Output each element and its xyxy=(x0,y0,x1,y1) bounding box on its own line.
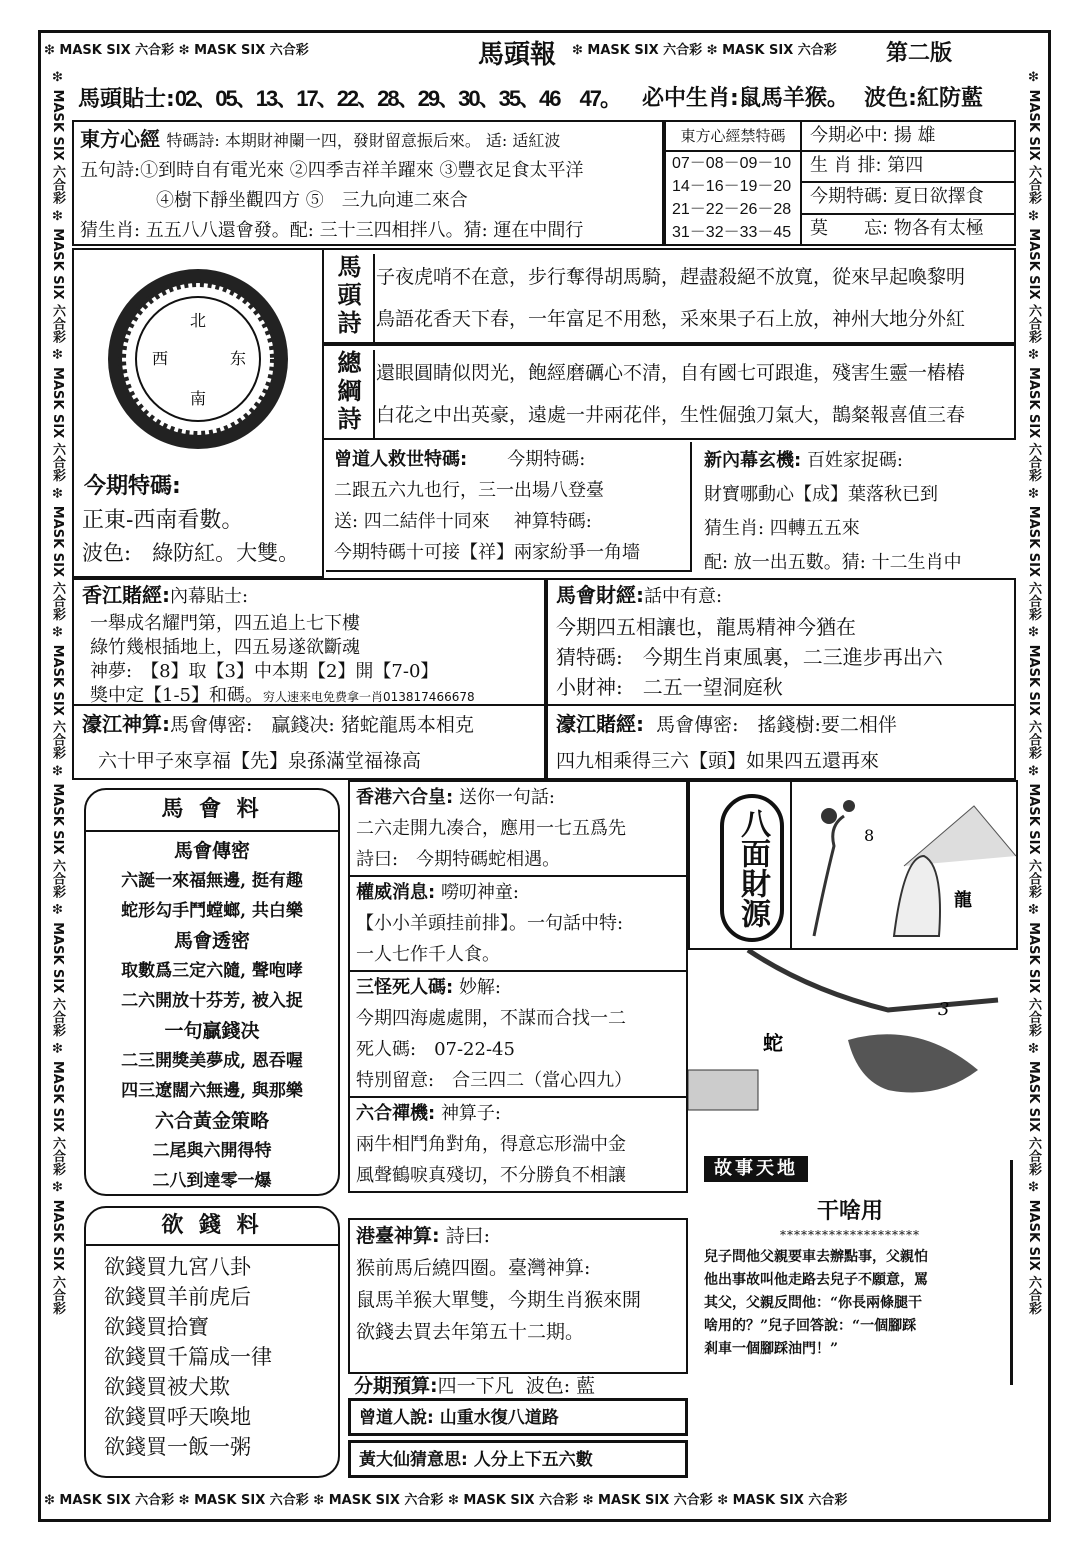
left-strip xyxy=(44,70,70,1480)
haojiang1-title: 濠江神算: xyxy=(82,712,170,736)
haojiang-dujing xyxy=(546,704,1016,780)
xiangjiang-title: 香江賭經: xyxy=(82,583,170,607)
story-line: 兒子問他父親要車去辦點事，父親怕 xyxy=(704,1249,928,1265)
dragon-sketch-icon xyxy=(794,786,1016,948)
general-poem-line: 還眼圓睛似閃光，飽經磨礪心不清，自有國七可跟進，殘害生靈一樁樁 xyxy=(376,362,966,384)
gangtai-line: 鼠馬羊猴大單雙，今期生肖猴來開 xyxy=(356,1289,642,1311)
strip-text: ❇ MASK SIX 六合彩 ❇ MASK SIX 六合彩 xyxy=(572,43,837,58)
mahui-heading: 馬會傳密 xyxy=(173,840,250,862)
side-info-label: 生 肖 排: xyxy=(810,154,882,176)
fenqi-row xyxy=(348,1374,688,1398)
gangtai-sub: 詩曰: xyxy=(445,1225,491,1247)
banned-row: 21－22－26－28 xyxy=(672,201,792,218)
strip-text: ❇ MASK SIX 六合彩 ❇ MASK SIX 六合彩 ❇ MASK SIX 六合彩 ❇ MASK SIX 六合彩 ❇ MASK SIX 六合彩 ❇ MASK SIX 六合彩 ❇ MASK SIX 六合彩 ❇ MASK SIX 六合彩 ❇ MASK SIX 六合彩 xyxy=(1026,70,1041,1315)
caijing-line: 今期四五相讓也，龍馬精神今猶在 xyxy=(556,615,856,639)
compass-east: 东 xyxy=(229,349,247,368)
mahui-title: 馬 會 料 xyxy=(86,790,338,832)
story-stars: ******************** xyxy=(780,1228,920,1242)
haojiang1-line: 六十甲子來享福【先】泉孫滿堂福祿高 xyxy=(98,750,422,772)
fenqi-value: 四一下凡 xyxy=(437,1375,514,1397)
special-line-2: 波色: 綠防紅。大雙。 xyxy=(82,541,300,565)
mahui-line: 四三遼闊六無邊, 與那樂 xyxy=(121,1081,303,1101)
mid-section-line: 二六走開九凑合，應用一七五爲先 xyxy=(356,818,626,839)
tips-row xyxy=(78,84,620,115)
dongfang-title: 東方心經 xyxy=(80,127,160,151)
fenqi-color: 藍 xyxy=(576,1375,596,1397)
story-line: 啥用的？”兒子回答說：“一個腳踩 xyxy=(704,1318,917,1334)
haojiang2-line: 四九相乘得三六【頭】如果四五還再來 xyxy=(556,750,880,772)
fenqi-label: 分期預算: xyxy=(354,1375,438,1397)
banned-row: 07－08－09－10 xyxy=(672,155,792,172)
story-body xyxy=(704,1246,1010,1361)
zodiac-label: 必中生肖: xyxy=(642,86,739,111)
bamian-title: 八面財源 xyxy=(720,794,784,942)
banned-title: 東方心經禁特碼 xyxy=(666,122,800,152)
neimu-line: 猜生肖: 四轉五五來 xyxy=(704,518,860,539)
neimu-line: 配: 放一出五數。猜: 十二生肖中 xyxy=(704,552,962,573)
yuqian-line: 欲錢買千篇成一律 xyxy=(104,1345,272,1369)
mid-section-header xyxy=(356,877,680,908)
neimu-line: 財寶哪動心【成】葉落秋已到 xyxy=(704,484,938,505)
side-info-row xyxy=(802,215,1016,247)
compass-north: 北 xyxy=(189,311,207,330)
zodiac-value: 鼠馬羊猴。 xyxy=(738,86,849,111)
gangtai-section xyxy=(348,1218,688,1374)
mid-section-title: 六合禪機: xyxy=(356,1103,436,1124)
edition-label: 第二版 xyxy=(880,36,958,67)
dragon-label: 龍 xyxy=(954,890,972,911)
story-divider xyxy=(1010,1160,1013,1385)
zodiac-row xyxy=(642,84,983,114)
dongfang-poem: 特碼詩: 本期財神闌一四，發財留意振后來。 适: 适紅波 xyxy=(166,131,561,150)
tips-label: 馬頭貼士: xyxy=(78,87,175,112)
yuqian-line: 欲錢買九宮八卦 xyxy=(104,1255,251,1279)
mahui-line: 二尾與六開得特 xyxy=(152,1141,272,1161)
mid-section-header xyxy=(356,782,680,813)
gangtai-line: 欲錢去買去年第五十二期。 xyxy=(356,1321,585,1343)
special-line-1: 正東-西南看數。 xyxy=(82,508,244,533)
haojiang1-sub: 馬會傳密: 贏錢决: 猪蛇龍馬本相克 xyxy=(170,714,474,736)
yuqian-line: 欲錢買羊前虎后 xyxy=(104,1285,251,1309)
mahui-line: 二八到達零一爆 xyxy=(152,1171,272,1191)
ad-text: 穷人速来电免费拿一肖013817466678 xyxy=(263,690,475,704)
bottom-strip xyxy=(44,1488,1044,1514)
special-title: 今期特碼: xyxy=(84,474,181,499)
dongfang-guess: 猜生肖: 五五八八還會發。配: 三十三四相拌八。猜: 運在中間行 xyxy=(80,220,584,241)
mid-section xyxy=(348,780,688,877)
general-poem xyxy=(322,344,1016,440)
neimu-title: 新內幕玄機: xyxy=(704,450,802,471)
snake-label: 蛇 xyxy=(763,1031,783,1055)
neimu-section xyxy=(694,442,1016,572)
mid-section-title: 香港六合皇: xyxy=(356,787,454,808)
mid-section-header xyxy=(356,1098,680,1129)
haojiang2-sub: 馬會傳密: 搖錢樹:要二相伴 xyxy=(656,714,897,736)
mid-section-line: 兩牛相鬥角對角，得意忘形湍中金 xyxy=(356,1134,626,1155)
zeng-line: 送: 四二結伴十同來 xyxy=(334,511,490,532)
five-line-2: ④樹下靜坐觀四方 ⑤ 三九向連二來合 xyxy=(156,190,468,211)
mid-section-sub: 嘮叨神童: xyxy=(440,882,520,903)
mahui-heading: 一句贏錢决 xyxy=(164,1020,260,1042)
top-strip-middle xyxy=(572,38,872,64)
zeng-sub: 今期特碼: xyxy=(507,449,586,470)
gangtai-title: 港臺神算: xyxy=(356,1225,440,1247)
five-label: 五句詩: xyxy=(80,160,141,181)
side-info xyxy=(802,120,1016,246)
mid-section-sub: 神算子: xyxy=(440,1103,502,1124)
gangtai-line: 猴前馬后繞四圈。臺灣神算: xyxy=(356,1257,591,1279)
bamian-divider xyxy=(790,782,792,948)
mid-section xyxy=(348,877,688,972)
mid-section-header xyxy=(356,972,680,1003)
mid-section-sub: 妙解: xyxy=(458,977,502,998)
tips-numbers: 02、05、13、17、22、28、29、30、35、46 47。 xyxy=(174,86,620,111)
caijing-title: 馬會財經: xyxy=(556,583,644,607)
horse-poem-title: 馬頭詩 xyxy=(330,254,375,342)
mid-section-line: 【小小羊頭挂前排】。一句話中特: xyxy=(356,913,624,934)
banned-table xyxy=(664,120,802,246)
yuqian-line: 欲錢買一飯一粥 xyxy=(104,1435,251,1459)
side-info-label: 莫 忘: xyxy=(810,217,889,239)
masthead: 馬頭報 xyxy=(472,34,562,71)
banned-row: 14－16－19－20 xyxy=(672,178,792,195)
side-info-value: 第四 xyxy=(887,154,924,176)
xiangjiang-line: 一舉成名耀門第，四五追上七下樓 xyxy=(90,613,360,634)
haojiang-shensuan xyxy=(72,704,546,780)
color-value: 紅防藍 xyxy=(916,86,983,111)
mid-section-line: 風聲鶴唳真殘切，不分勝負不相讓 xyxy=(356,1165,626,1186)
color-label: 波色: xyxy=(864,86,917,111)
mahui-heading: 馬會透密 xyxy=(173,930,250,952)
yuqian-line: 欲錢買被犬欺 xyxy=(104,1375,230,1399)
zeng-sub: 神算特碼: xyxy=(513,511,592,532)
right-strip xyxy=(1020,70,1046,1480)
general-poem-line: 白花之中出英豪，遠處一井兩花伴，生性倔強刀氣大，鵲粲報喜值三春 xyxy=(376,404,966,426)
strip-text: ❇ MASK SIX 六合彩 ❇ MASK SIX 六合彩 xyxy=(44,43,309,58)
story-line: 其父，父親反問他：“你長兩條腿干 xyxy=(704,1295,923,1311)
fenqi-color-label: 波色: xyxy=(525,1375,571,1397)
mahui-heading: 六合黃金策略 xyxy=(154,1110,269,1132)
side-info-label: 今期特碼: xyxy=(810,186,889,207)
strip-text: ❇ MASK SIX 六合彩 ❇ MASK SIX 六合彩 ❇ MASK SIX 六合彩 ❇ MASK SIX 六合彩 ❇ MASK SIX 六合彩 ❇ MASK SIX 六合彩 ❇ MASK SIX 六合彩 ❇ MASK SIX 六合彩 ❇ MASK SIX 六合彩 xyxy=(50,70,65,1315)
five-line-1: ①到時自有電光來 ②四季吉祥羊躍來 ③豐衣足食太平洋 xyxy=(140,160,584,181)
zeng-line: 今期特碼十可接【祥】兩家紛爭一角墻 xyxy=(334,542,640,563)
side-info-row xyxy=(802,183,1016,215)
xiangjiang-line: 獎中定【1-5】和碼。 xyxy=(90,685,263,706)
mahui-box xyxy=(84,788,340,1196)
snake-number: 3 xyxy=(938,999,950,1020)
haojiang2-title: 濠江賭經: xyxy=(556,712,644,736)
zeng-line: 二跟五六九也行，三一出場八登臺 xyxy=(334,480,604,501)
huang-daxian: 黃大仙猜意思: 人分上下五六數 xyxy=(348,1440,688,1478)
general-poem-title: 總綱詩 xyxy=(330,350,375,438)
side-info-value: 物各有太極 xyxy=(893,217,984,239)
side-info-label: 今期必中: xyxy=(810,125,889,146)
xiangjiang-line: 神夢: 【8】取【3】中本期【2】開【7-0】 xyxy=(90,661,439,682)
compass-section xyxy=(72,248,324,578)
story-line: 他出事故叫他走路去兒子不願意，罵 xyxy=(704,1272,928,1288)
zeng-title: 曾道人救世特碼: xyxy=(334,449,468,470)
mahui-line: 取數爲三定六隨, 聲咆哮 xyxy=(121,961,303,981)
compass-west: 西 xyxy=(151,349,169,368)
bamian-section xyxy=(688,780,1018,950)
xiangjiang-section xyxy=(72,578,546,706)
mid-section-title: 三怪死人碼: xyxy=(356,977,454,998)
side-info-value: 夏日欲擇食 xyxy=(893,186,984,207)
story-title: 干啥用 xyxy=(816,1199,883,1224)
mahui-line: 六誕一來福無邊, 挺有趣 xyxy=(121,871,303,891)
caijing-line: 小財神: 二五一望洞庭秋 xyxy=(556,675,783,699)
yuqian-box xyxy=(84,1206,340,1478)
xiangjiang-line: 綠竹幾根插地上，四五易遂欲斷魂 xyxy=(90,637,360,658)
mid-section-title: 權威消息: xyxy=(356,882,436,903)
yuqian-title: 欲 錢 料 xyxy=(86,1208,338,1246)
strip-text: ❇ MASK SIX 六合彩 ❇ MASK SIX 六合彩 ❇ MASK SIX 六合彩 ❇ MASK SIX 六合彩 ❇ MASK SIX 六合彩 ❇ MASK SIX 六合彩 xyxy=(44,1493,848,1508)
zeng-section xyxy=(326,442,692,572)
mid-section-line: 今期四海處處開，不謀而合找一二 xyxy=(356,1008,626,1029)
banned-row: 31－32－33－45 xyxy=(672,224,792,241)
mid-section-sub: 送你一句話: xyxy=(458,787,556,808)
mid-section-line: 死人碼: 07-22-45 xyxy=(356,1039,515,1060)
horse-poem-line: 鳥語花香天下春，一年富足不用愁，采來果子石上放，神州大地分外紅 xyxy=(376,308,966,330)
compass-south: 南 xyxy=(189,389,207,408)
xiangjiang-sub: 內幕貼士: xyxy=(170,586,249,607)
story-tag: 故事天地 xyxy=(704,1156,808,1182)
dongfang-section xyxy=(72,120,664,246)
side-info-value: 揚 雄 xyxy=(893,125,936,146)
caijing-sub: 話中有意: xyxy=(644,586,723,607)
mid-section-line: 特別留意: 合三四二（當心四九） xyxy=(356,1070,633,1091)
story-line: 剎車一個腳踩油門！” xyxy=(704,1341,839,1357)
compass-wheel-icon xyxy=(98,264,298,454)
mahui-line: 二三開獎美夢成, 恩吞喔 xyxy=(121,1051,303,1071)
neimu-sub: 百姓家捉碼: xyxy=(806,450,904,471)
zeng-says: 曾道人說: 山重水復八道路 xyxy=(348,1398,688,1436)
yuqian-line: 欲錢買呼天喚地 xyxy=(104,1405,251,1429)
dragon-number: 8 xyxy=(864,826,875,845)
mid-section-line: 一人七作千人食。 xyxy=(356,944,500,965)
mahui-line: 二六開放十芬芳, 被入捉 xyxy=(121,991,303,1011)
horse-poem-line: 子夜虎哨不在意，步行奪得胡馬騎，趕盡殺絕不放寬，從來早起喚黎明 xyxy=(376,266,966,288)
mahui-line: 蛇形勾手鬥螳螂, 共白樂 xyxy=(121,901,303,921)
caijing-section xyxy=(546,578,1016,706)
yuqian-line: 欲錢買拾寶 xyxy=(104,1315,209,1339)
side-info-row xyxy=(802,120,1016,152)
caijing-line: 猜特碼: 今期生肖東風裏，二三進步再出六 xyxy=(556,645,943,669)
snake-bird-sketch-icon xyxy=(688,950,1018,1140)
top-strip-left xyxy=(44,38,468,64)
mid-section-line: 詩曰: 今期特碼蛇相遇。 xyxy=(356,849,561,870)
mid-column xyxy=(348,780,688,1193)
horse-poem xyxy=(322,248,1016,344)
mid-section xyxy=(348,1098,688,1193)
side-info-row xyxy=(802,152,1016,184)
mid-section xyxy=(348,972,688,1098)
